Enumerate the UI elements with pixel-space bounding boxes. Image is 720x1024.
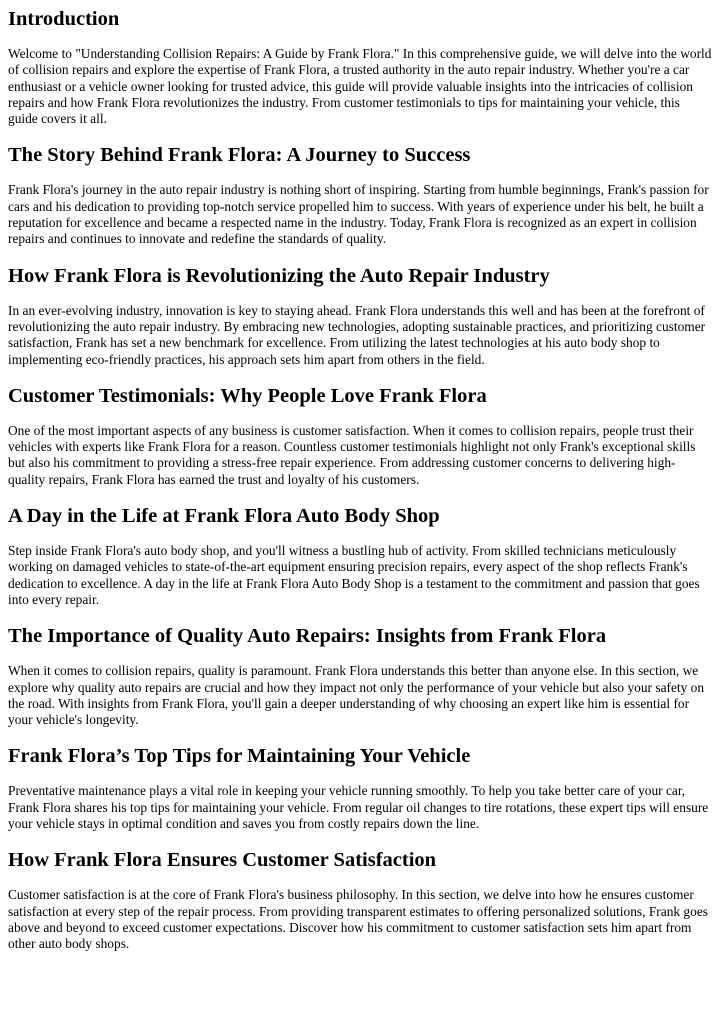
section-introduction <box>8 7 712 127</box>
section-revolutionizing <box>8 264 712 368</box>
section-body: Customer satisfaction is at the core of Frank Flora's business philosophy. In this section, we delve into how he ensures customer satisfaction at every step of the repair process. From providing transparent estimates to offering personalized solutions, Frank goes above and beyond to exceed customer expectations. Discover how his commitment to customer satisfaction sets him apart from other auto body shops. <box>8 887 708 952</box>
section-body: In an ever-evolving industry, innovation is key to staying ahead. Frank Flora understands this well and has been at the forefront of revolutionizing the auto repair industry. By embracing new technologies, adopting sustainable practices, and prioritizing customer satisfaction, Frank has set a new benchmark for excellence. From utilizing the latest technologies at his auto body shop to implementing eco-friendly practices, his approach sets him apart from others in the field. <box>8 302 706 367</box>
section-heading: A Day in the Life at Frank Flora Auto Body Shop <box>8 505 440 528</box>
section-heading: Customer Testimonials: Why People Love Frank Flora <box>8 384 487 407</box>
article <box>0 7 720 953</box>
section-testimonials <box>8 384 712 488</box>
section-body: Frank Flora's journey in the auto repair industry is nothing short of inspiring. Starting from humble beginnings, Frank's passion for cars and his dedication to providing top-notch service propelled him to success. With years of experience under his belt, he built a reputation for excellence and became a respected name in the industry. Today, Frank Flora is recognized as an expert in collision repairs and continues to innovate and redefine the standards of quality. <box>8 182 709 247</box>
section-body: Step inside Frank Flora's auto body shop, and you'll witness a bustling hub of activity. From skilled technicians meticulously working on damaged vehicles to state-of-the-art equipment ensuring precision repairs, every aspect of the shop reflects Frank's dedication to excellence. A day in the life at Frank Flora Auto Body Shop is a testament to the commitment and passion that goes into every repair. <box>8 543 700 607</box>
section-heading: How Frank Flora is Revolutionizing the Auto Repair Industry <box>8 264 550 287</box>
section-heading: How Frank Flora Ensures Customer Satisfaction <box>8 849 437 872</box>
section-story <box>8 143 712 247</box>
section-quality <box>8 624 712 728</box>
section-tips <box>8 744 712 832</box>
section-body: When it comes to collision repairs, quality is paramount. Frank Flora understands this better than anyone else. In this section, we explore why quality auto repairs are crucial and how they impact not only the performance of your vehicle but also your safety on the road. With insights from Frank Flora, you'll gain a deeper understanding of why choosing an expert like him is essential for your vehicle's longevity. <box>8 663 705 728</box>
section-heading: The Importance of Quality Auto Repairs: Insights from Frank Flora <box>8 625 607 648</box>
section-heading: The Story Behind Frank Flora: A Journey to Success <box>8 144 471 167</box>
section-body: Welcome to "Understanding Collision Repairs: A Guide by Frank Flora." In this comprehensive guide, we will delve into the world of collision repairs and explore the expertise of Frank Flora, a trusted authority in the auto repair industry. Whether you're a car enthusiast or a vehicle owner looking for trusted advice, this guide will provide valuable insights into the intricacies of collision repairs and how Frank Flora revolutionizes the industry. From customer testimonials to tips for maintaining your vehicle, this guide covers it all. <box>8 46 712 127</box>
section-heading: Introduction <box>8 8 120 30</box>
section-satisfaction <box>8 848 712 952</box>
section-heading: Frank Flora’s Top Tips for Maintaining Your Vehicle <box>8 745 471 768</box>
section-body: One of the most important aspects of any business is customer satisfaction. When it comes to collision repairs, people trust their vehicles with experts like Frank Flora for a reason. Countless customer testimonials highlight not only Frank's exceptional skills but also his commitment to providing a stress-free repair experience. From addressing customer concerns to delivering high-quality repairs, Frank Flora has earned the trust and loyalty of his customers. <box>8 422 696 487</box>
section-day-in-life <box>8 504 712 608</box>
section-body: Preventative maintenance plays a vital role in keeping your vehicle running smoothly. To help you take better care of your car, Frank Flora shares his top tips for maintaining your vehicle. From regular oil changes to tire rotations, these expert tips will ensure your vehicle stays in optimal condition and saves you from costly repairs down the line. <box>8 783 709 832</box>
